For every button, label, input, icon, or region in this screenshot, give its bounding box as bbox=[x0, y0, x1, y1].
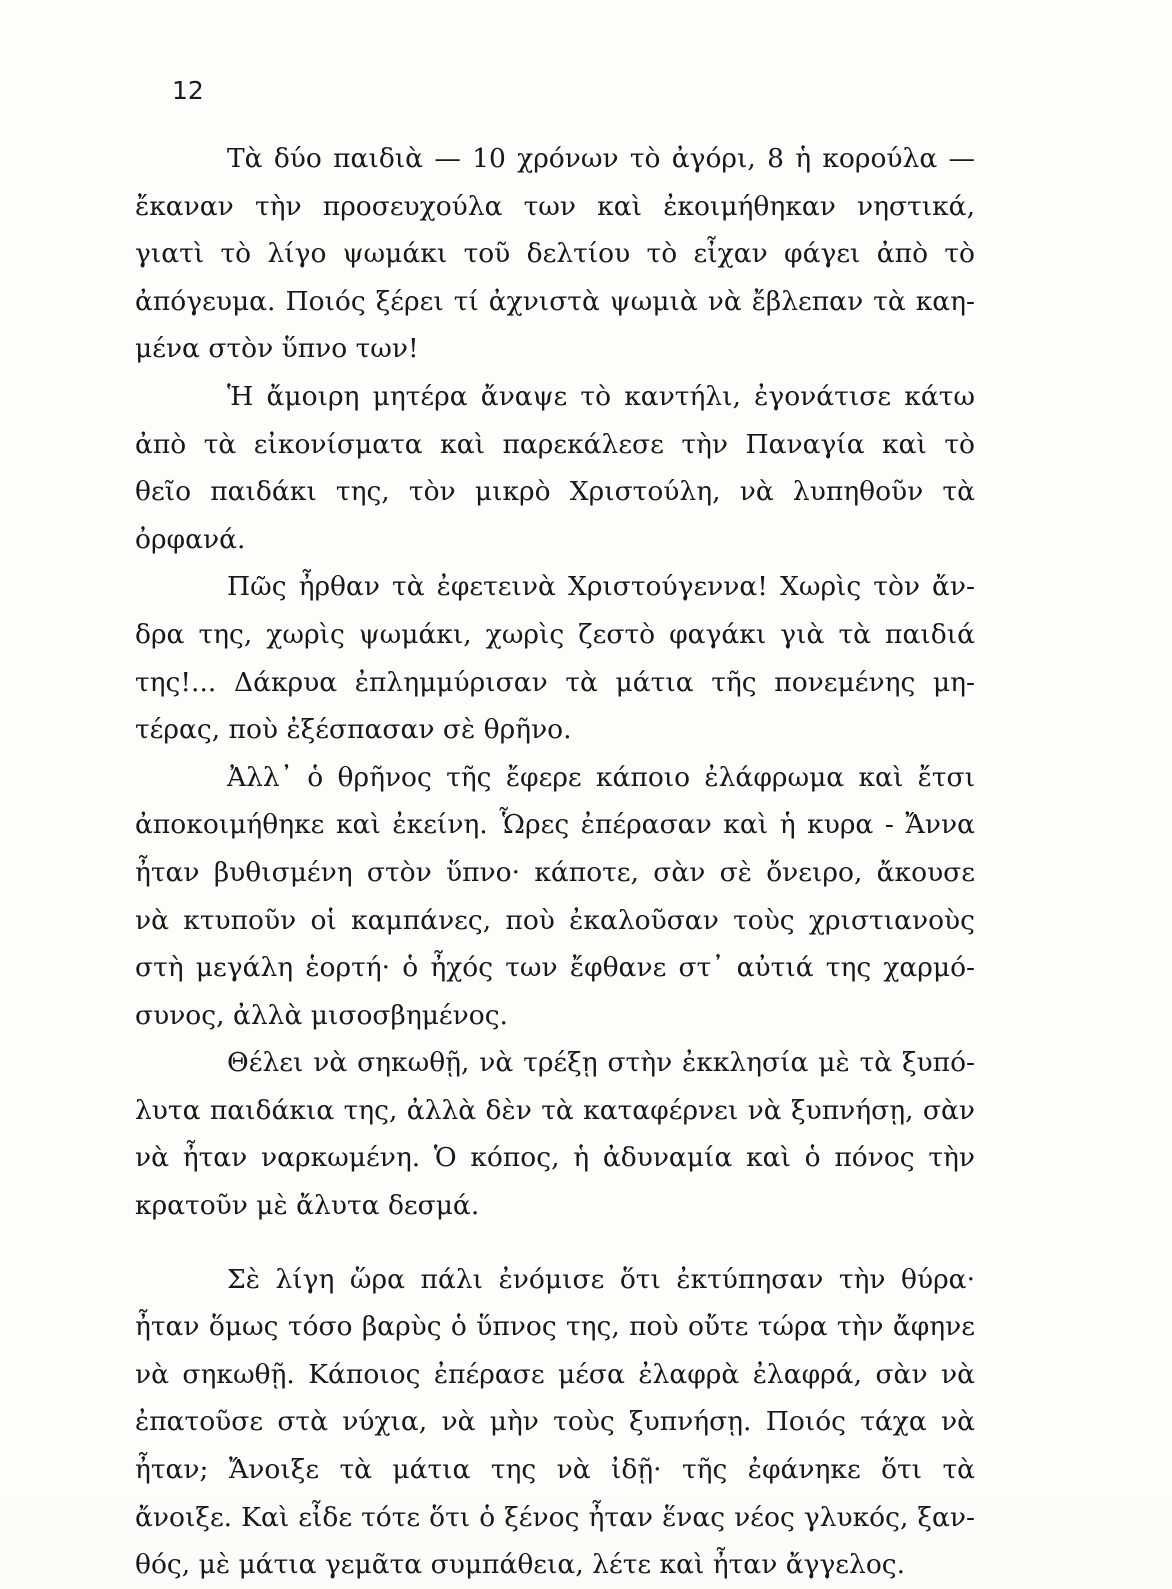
paragraph-2 bbox=[135, 373, 975, 563]
text-line: στὴ μεγάλη ἑορτή· ὁ ἦχός των ἔφθανε στ᾿ αὐτιά της χαρμό- bbox=[135, 952, 975, 984]
paragraph-4 bbox=[135, 754, 975, 1040]
text-line: ἀπόγευμα. Ποιός ξέρει τί ἀχνιστὰ ψωμιὰ νὰ ἔβλεπαν τὰ καη- bbox=[135, 285, 975, 317]
text-line: κρατοῦν μὲ ἄλυτα δεσμά. bbox=[135, 1190, 480, 1222]
paragraph-gap bbox=[135, 1230, 975, 1256]
text-line: ἦταν; Ἄνοιξε τὰ μάτια της νὰ ἰδῇ· τῆς ἐφάνηκε ὅτι τὰ bbox=[135, 1454, 975, 1486]
text-line: μένα στὸν ὕπνο των! bbox=[135, 333, 419, 365]
paragraph-6 bbox=[135, 1256, 975, 1589]
text-line: Ἡ ἄμοιρη μητέρα ἄναψε τὸ καντήλι, ἐγονάτισε κάτω bbox=[227, 380, 975, 412]
page-number: 12 bbox=[172, 76, 204, 105]
text-line: Θέλει νὰ σηκωθῇ, νὰ τρέξῃ στὴν ἐκκλησία μὲ τὰ ξυπό- bbox=[227, 1047, 975, 1079]
body-text bbox=[135, 135, 975, 1589]
paragraph-5 bbox=[135, 1039, 975, 1229]
text-line: ἄνοιξε. Καὶ εἶδε τότε ὅτι ὁ ξένος ἦταν ἕνας νέος γλυκός, ξαν- bbox=[135, 1501, 975, 1533]
text-line: νὰ ἦταν ναρκωμένη. Ὁ κόπος, ἡ ἀδυναμία καὶ ὁ πόνος τὴν bbox=[135, 1142, 975, 1174]
text-line: θεῖο παιδάκι της, τὸν μικρὸ Χριστούλη, νὰ λυπηθοῦν τὰ bbox=[135, 476, 975, 508]
text-line: ὀρφανά. bbox=[135, 523, 246, 555]
text-line: της!... Δάκρυα ἐπλημμύρισαν τὰ μάτια τῆς πονεμένης μη- bbox=[135, 666, 975, 698]
text-line: συνος, ἀλλὰ μισοσβημένος. bbox=[135, 999, 508, 1031]
text-line: ἐπατοῦσε στὰ νύχια, νὰ μὴν τοὺς ξυπνήσῃ. Ποιός τάχα νὰ bbox=[135, 1406, 975, 1438]
text-line: Ἀλλ᾿ ὁ θρῆνος τῆς ἔφερε κάποιο ἐλάφρωμα καὶ ἔτσι bbox=[227, 761, 975, 793]
text-line: δρα της, χωρὶς ψωμάκι, χωρὶς ζεστὸ φαγάκι γιὰ τὰ παιδιά bbox=[135, 618, 975, 650]
text-line: ἦταν βυθισμένη στὸν ὕπνο· κάποτε, σὰν σὲ ὄνειρο, ἄκουσε bbox=[135, 856, 975, 888]
paragraph-3 bbox=[135, 563, 975, 753]
text-line: θός, μὲ μάτια γεμᾶτα συμπάθεια, λέτε καὶ ἦταν ἄγγελος. bbox=[135, 1549, 906, 1581]
text-line: Πῶς ἦρθαν τὰ ἐφετεινὰ Χριστούγεννα! Χωρὶς τὸν ἄν- bbox=[227, 571, 975, 603]
paragraph-1 bbox=[135, 135, 975, 373]
text-line: νὰ κτυποῦν οἱ καμπάνες, ποὺ ἐκαλοῦσαν τοὺς χριστιανοὺς bbox=[135, 904, 975, 936]
text-line: ἔκαναν τὴν προσευχούλα των καὶ ἐκοιμήθηκαν νηστικά, bbox=[135, 190, 975, 222]
text-line: λυτα παιδάκια της, ἀλλὰ δὲν τὰ καταφέρνει νὰ ξυπνήσῃ, σὰν bbox=[135, 1094, 975, 1126]
text-line: Τὰ δύο παιδιὰ — 10 χρόνων τὸ ἀγόρι, 8 ἡ κορούλα — bbox=[227, 143, 975, 174]
text-line: ἦταν ὅμως τόσο βαρὺς ὁ ὕπνος της, ποὺ οὔτε τώρα τὴν ἄφηνε bbox=[135, 1311, 975, 1343]
text-line: Σὲ λίγη ὥρα πάλι ἐνόμισε ὅτι ἐκτύπησαν τὴν θύρα· bbox=[227, 1263, 975, 1295]
text-line: ἀπὸ τὰ εἰκονίσματα καὶ παρεκάλεσε τὴν Παναγία καὶ τὸ bbox=[135, 428, 975, 460]
text-line: νὰ σηκωθῇ. Κάποιος ἐπέρασε μέσα ἐλαφρὰ ἐλαφρά, σὰν νὰ bbox=[135, 1358, 975, 1390]
text-line: ἀποκοιμήθηκε καὶ ἐκείνη. Ὧρες ἐπέρασαν καὶ ἡ κυρα - Ἄννα bbox=[135, 809, 975, 841]
text-line: τέρας, ποὺ ἐξέσπασαν σὲ θρῆνο. bbox=[135, 714, 572, 746]
text-line: γιατὶ τὸ λίγο ψωμάκι τοῦ δελτίου τὸ εἶχαν φάγει ἀπὸ τὸ bbox=[135, 238, 975, 270]
